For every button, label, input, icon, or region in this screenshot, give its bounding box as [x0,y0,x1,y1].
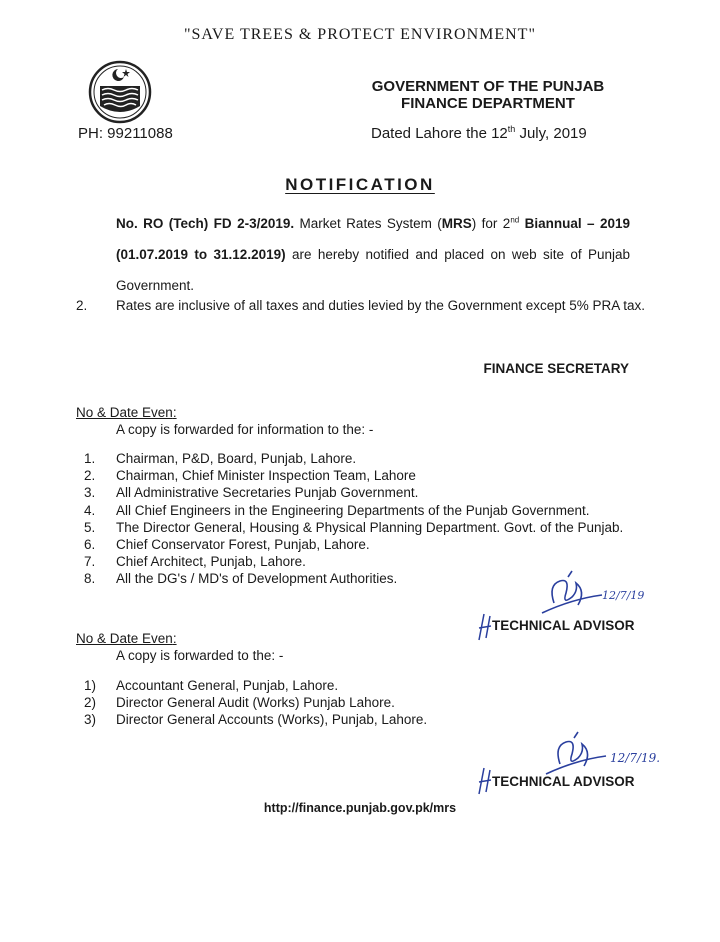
government-title: GOVERNMENT OF THE PUNJAB [371,78,605,95]
list-item-text: Accountant General, Punjab, Lahore. [116,678,339,693]
list-item-text: All Chief Engineers in the Engineering Departments of the Punjab Government. [116,502,590,518]
section2-heading [76,631,177,646]
notification-paragraph [116,208,630,301]
period-range: (01.07.2019 to 31.12.2019) [116,247,286,262]
punjab-emblem-logo [88,60,152,124]
para2-text: Rates are inclusive of all taxes and duties levied by the Government except 5% PRA tax. [116,298,646,313]
website-link[interactable]: http://finance.punjab.gov.pk/mrs [263,801,457,815]
mrs-abbrev: MRS [441,216,472,231]
dated-day: 12 [491,125,508,142]
reference-number: No. RO (Tech) FD 2-3/2019. [116,216,295,231]
list-item-number: 2. [84,468,96,484]
list-item-number: 3. [84,485,96,501]
list-item-number: 2) [84,695,97,711]
department-title: FINANCE DEPARTMENT [401,95,575,112]
department-heading [356,78,620,112]
section2-recipient-list [76,677,427,729]
section1-heading-text: No & Date Even [76,405,173,420]
list-item [76,677,427,694]
list-item [76,467,623,484]
ordinal-suffix: nd [510,215,520,225]
list-item [76,484,623,501]
list-item-number: 3) [84,712,97,728]
list-item-number: 6. [84,536,96,552]
list-item-text: Director General Accounts (Works), Punjab, Lahore. [116,712,428,728]
list-item-text: Director General Audit (Works) Punjab Lahore. [116,695,395,711]
signature-2-date: 12/7/19. [610,751,661,765]
motto: "SAVE TREES & PROTECT ENVIRONMENT" [184,26,536,43]
list-item-text: Chairman, P&D, Board, Punjab, Lahore. [116,451,357,466]
signature-1-date: 12/7/19 [602,589,645,602]
signature-2 [530,722,660,782]
list-item-number: 8. [84,571,96,587]
list-item-number: 1) [84,678,97,693]
dated-line [371,124,587,142]
list-item [76,536,623,553]
section2-intro: A copy is forwarded to the: - [116,648,284,663]
signature-1 [524,563,645,623]
list-item [76,502,623,519]
para-text-3: are hereby notified and placed on web site of Punjab Government. [116,247,630,293]
list-item-text: Chairman, Chief Minister Inspection Team, Lahore [116,468,416,484]
section2-heading-colon: : [172,631,177,646]
list-item [76,450,623,467]
list-item [76,519,623,536]
section1-heading-colon: : [172,405,177,420]
para-text-1: Market Rates System ( [299,216,442,231]
list-item [76,694,427,711]
list-item-text: Chief Architect, Punjab, Lahore. [116,554,306,570]
dated-prefix: Dated Lahore the [371,125,487,142]
list-item [76,711,427,728]
notification-title: NOTIFICATION [285,175,435,194]
list-item-text: All the DG's / MD's of Development Authorities. [116,571,398,587]
finance-secretary-signatory: FINANCE SECRETARY [483,361,629,376]
technical-advisor-signatory-1: TECHNICAL ADVISOR [492,618,635,633]
section1-heading [76,405,177,420]
list-item-number: 4. [84,502,96,518]
list-item-number: 7. [84,554,96,570]
list-item-number: 5. [84,519,96,535]
list-item-text: All Administrative Secretaries Punjab Government. [116,485,419,501]
list-item-text: The Director General, Housing & Physical Planning Department. Govt. of the Punjab. [116,519,624,535]
dated-suffix: th [507,124,516,134]
para2-number: 2. [76,298,88,313]
phone-number: PH: 99211088 [78,125,173,142]
section1-intro: A copy is forwarded for information to the: - [116,422,374,437]
technical-advisor-signatory-2: TECHNICAL ADVISOR [492,774,635,789]
list-item-text: Chief Conservator Forest, Punjab, Lahore. [116,536,370,552]
biannual-label: Biannual – 2019 [524,216,630,231]
dated-rest: July, 2019 [519,125,587,142]
section2-heading-text: No & Date Even [76,631,173,646]
para-text-2: ) for 2 [471,216,511,231]
list-item-number: 1. [84,451,96,466]
